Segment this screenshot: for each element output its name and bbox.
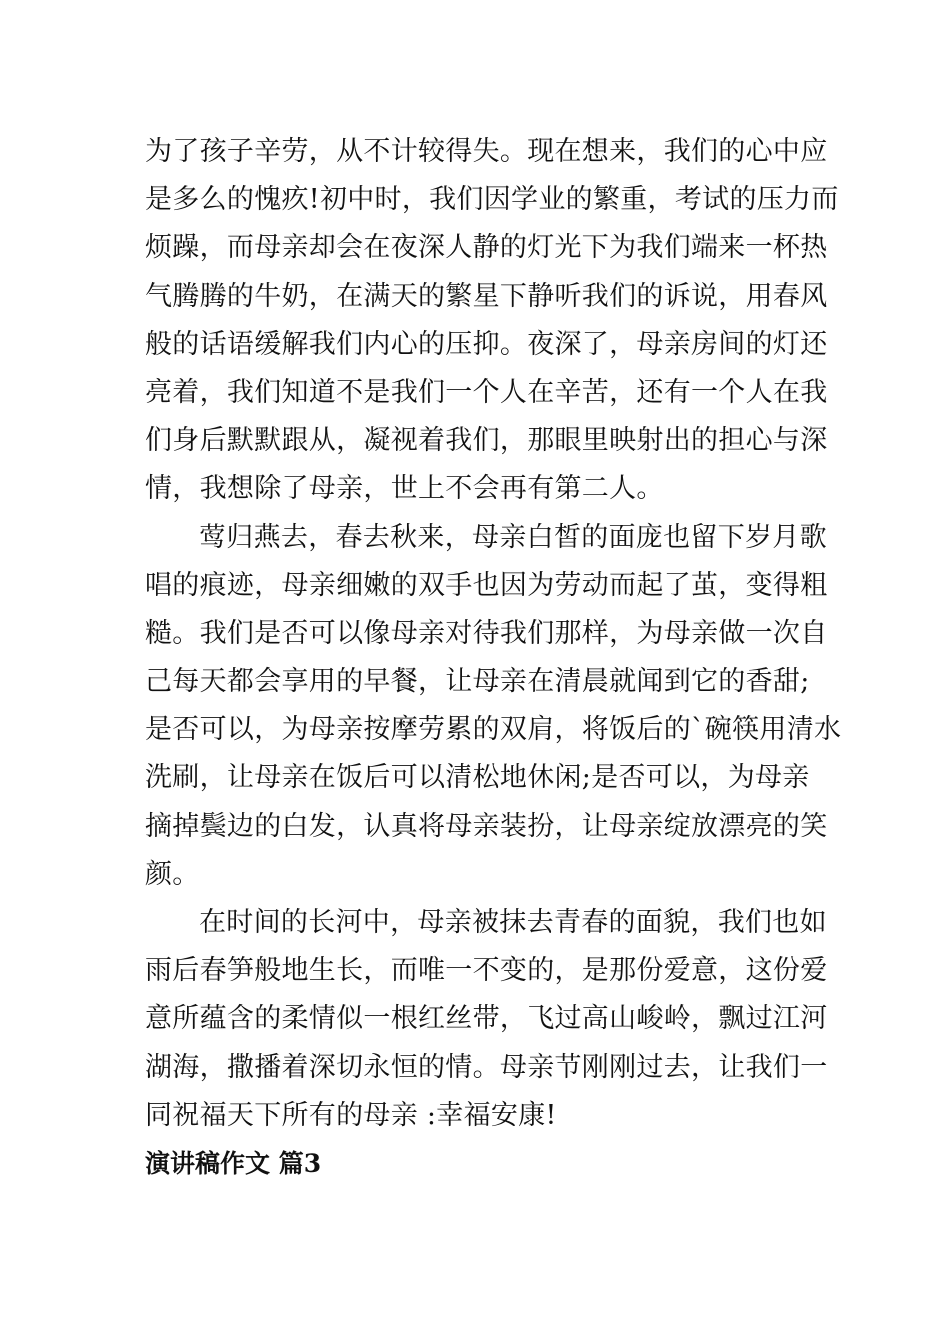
text-line: 糙。我们是否可以像母亲对待我们那样，为母亲做一次自 [145,617,828,649]
text-line: 烦躁，而母亲却会在夜深人静的灯光下为我们端来一杯热 [145,232,828,264]
text-line: 己每天都会享用的早餐，让母亲在清晨就闻到它的香甜; [145,666,810,698]
text-line: 为了孩子辛劳，从不计较得失。现在想来，我们的心中应 [145,136,828,167]
text-line: 是否可以，为母亲按摩劳累的双肩，将饭后的`碗筷用清水 [145,714,842,746]
text-line: 同祝福天下所有的母亲 :幸福安康! [145,1099,557,1131]
paragraph-1 [145,128,839,514]
text-line: 意所蕴含的柔情似一根红丝带，飞过高山峻岭，飘过江河 [145,1003,828,1035]
text-line: 在时间的长河中，母亲被抹去青春的面貌，我们也如 [199,907,827,938]
text-line: 洗刷，让母亲在饭后可以清松地休闲;是否可以，为母亲 [145,762,810,794]
paragraph-3 [145,899,828,1140]
text-line: 颜。 [145,858,200,890]
text-line: 湖海，撒播着深切永恒的情。母亲节刚刚过去，让我们一 [145,1051,828,1083]
text-line: 莺归燕去，春去秋来，母亲白皙的面庞也留下岁月歌 [199,521,827,553]
text-line: 般的话语缓解我们内心的压抑。夜深了，母亲房间的灯还 [145,328,828,360]
text-line: 唱的痕迹，母亲细嫩的双手也因为劳动而起了茧，变得粗 [145,569,828,601]
text-line: 情，我想除了母亲，世上不会再有第二人。 [145,473,664,505]
text-line: 亮着，我们知道不是我们一个人在辛苦，还有一个人在我 [145,376,828,408]
text-line: 气腾腾的牛奶，在满天的繁星下静听我们的诉说，用春风 [145,280,828,312]
text-line: 们身后默默跟从，凝视着我们，那眼里映射出的担心与深 [145,425,828,457]
text-line: 雨后春笋般地生长，而唯一不变的，是那份爱意，这份爱 [145,955,828,987]
text-line: 摘掉鬓边的白发，认真将母亲装扮，让母亲绽放漂亮的笑 [145,810,828,842]
paragraph-2 [145,514,842,900]
section-heading: 演讲稿作文 篇3 [145,1148,322,1178]
document-body [145,128,842,1188]
text-line: 是多么的愧疚!初中时，我们因学业的繁重，考试的压力而 [145,184,839,216]
